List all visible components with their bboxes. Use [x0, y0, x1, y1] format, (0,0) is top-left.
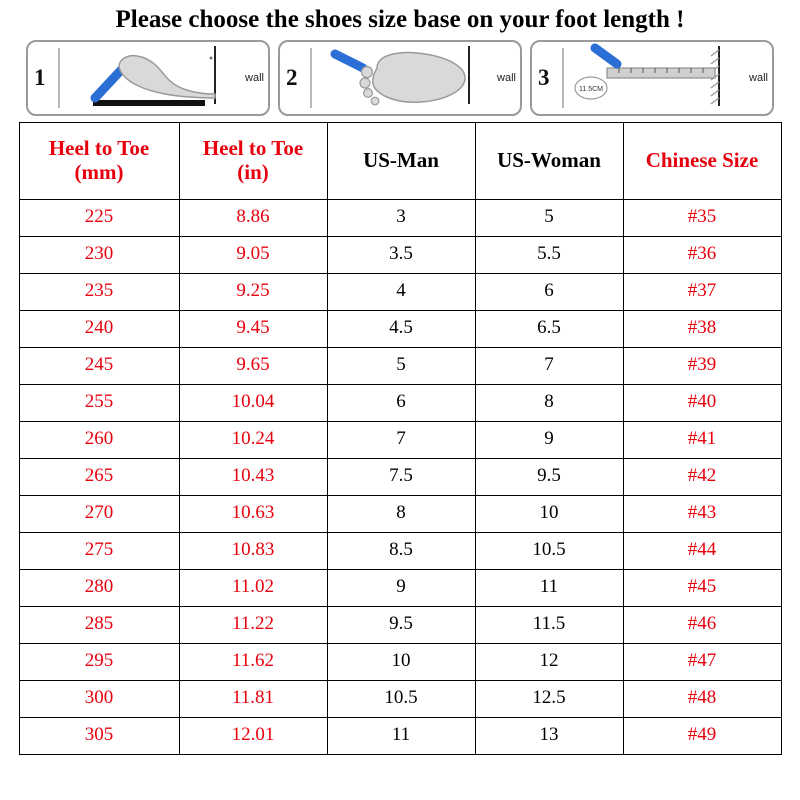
- table-row: [19, 273, 781, 310]
- table-row: [19, 384, 781, 421]
- cell-chinese: #41: [623, 421, 781, 458]
- cell-us-woman: 5.5: [475, 236, 623, 273]
- cell-in: 11.81: [179, 680, 327, 717]
- cell-mm: 230: [19, 236, 179, 273]
- cell-us-man: 9: [327, 569, 475, 606]
- cell-us-woman: 11.5: [475, 606, 623, 643]
- cell-us-woman: 13: [475, 717, 623, 754]
- table-row: [19, 643, 781, 680]
- cell-us-man: 4.5: [327, 310, 475, 347]
- foot-top-view-icon: [314, 42, 490, 114]
- cell-us-man: 8.5: [327, 532, 475, 569]
- cell-in: 9.65: [179, 347, 327, 384]
- cell-us-woman: 8: [475, 384, 623, 421]
- cell-mm: 300: [19, 680, 179, 717]
- cell-chinese: #37: [623, 273, 781, 310]
- size-table-body: [19, 199, 781, 754]
- cell-us-man: 10: [327, 643, 475, 680]
- step-2-number: 2: [286, 64, 298, 90]
- cell-us-woman: 11: [475, 569, 623, 606]
- table-row: [19, 236, 781, 273]
- step-1-divider: [58, 48, 60, 108]
- cell-in: 12.01: [179, 717, 327, 754]
- step-2: [278, 40, 522, 116]
- cell-mm: 265: [19, 458, 179, 495]
- measure-instructions: [0, 38, 800, 122]
- cell-chinese: #40: [623, 384, 781, 421]
- cell-us-man: 3: [327, 199, 475, 236]
- header-us-woman: US-Woman: [475, 122, 623, 199]
- header-line-1: Heel to Toe: [202, 136, 304, 161]
- step-1-number: 1: [34, 64, 46, 90]
- cell-us-man: 5: [327, 347, 475, 384]
- table-row: [19, 569, 781, 606]
- header-heel-to-toe-in: [179, 122, 327, 199]
- cell-in: 10.63: [179, 495, 327, 532]
- cell-in: 9.25: [179, 273, 327, 310]
- cell-chinese: #35: [623, 199, 781, 236]
- step-3-wall-label: wall: [749, 71, 768, 84]
- cell-in: 8.86: [179, 199, 327, 236]
- step-3-divider: [562, 48, 564, 108]
- header-chinese-size: Chinese Size: [623, 122, 781, 199]
- page-title: Please choose the shoes size base on your foot length !: [115, 6, 685, 33]
- cell-us-man: 8: [327, 495, 475, 532]
- cell-us-woman: 9.5: [475, 458, 623, 495]
- cell-mm: 235: [19, 273, 179, 310]
- cell-us-man: 7.5: [327, 458, 475, 495]
- cell-us-woman: 12: [475, 643, 623, 680]
- step-3-number: 3: [538, 64, 550, 90]
- table-row: [19, 495, 781, 532]
- cell-mm: 280: [19, 569, 179, 606]
- table-row: [19, 421, 781, 458]
- cell-mm: 255: [19, 384, 179, 421]
- cell-mm: 270: [19, 495, 179, 532]
- header-line-2: (in): [237, 159, 269, 184]
- cell-us-man: 3.5: [327, 236, 475, 273]
- size-table: [19, 122, 782, 755]
- cell-us-woman: 10: [475, 495, 623, 532]
- cell-mm: 295: [19, 643, 179, 680]
- cell-in: 10.04: [179, 384, 327, 421]
- cell-us-man: 6: [327, 384, 475, 421]
- step-1-wall-label: wall: [245, 71, 264, 84]
- cell-us-woman: 6: [475, 273, 623, 310]
- cell-in: 9.05: [179, 236, 327, 273]
- foot-side-view-icon: [62, 42, 238, 114]
- cell-mm: 240: [19, 310, 179, 347]
- cell-chinese: #39: [623, 347, 781, 384]
- cell-chinese: #36: [623, 236, 781, 273]
- cell-mm: 260: [19, 421, 179, 458]
- cell-us-man: 9.5: [327, 606, 475, 643]
- cell-us-woman: 6.5: [475, 310, 623, 347]
- cell-in: 11.22: [179, 606, 327, 643]
- header-heel-to-toe-mm: [19, 122, 179, 199]
- cell-in: 10.24: [179, 421, 327, 458]
- table-row: [19, 310, 781, 347]
- table-row: [19, 606, 781, 643]
- cell-chinese: #43: [623, 495, 781, 532]
- cell-chinese: #45: [623, 569, 781, 606]
- header-us-man: US-Man: [327, 122, 475, 199]
- cell-mm: 245: [19, 347, 179, 384]
- cell-in: 11.62: [179, 643, 327, 680]
- cell-chinese: #44: [623, 532, 781, 569]
- table-row: [19, 717, 781, 754]
- step-1: [26, 40, 270, 116]
- cell-in: 11.02: [179, 569, 327, 606]
- cell-us-woman: 10.5: [475, 532, 623, 569]
- cell-mm: 275: [19, 532, 179, 569]
- cell-us-man: 7: [327, 421, 475, 458]
- cell-chinese: #42: [623, 458, 781, 495]
- cell-chinese: #47: [623, 643, 781, 680]
- cell-mm: 305: [19, 717, 179, 754]
- step-2-wall-label: wall: [497, 71, 516, 84]
- table-header-row: [19, 122, 781, 199]
- cell-us-man: 4: [327, 273, 475, 310]
- cell-us-man: 11: [327, 717, 475, 754]
- cell-in: 9.45: [179, 310, 327, 347]
- cell-us-woman: 5: [475, 199, 623, 236]
- cell-mm: 225: [19, 199, 179, 236]
- ruler-measure-icon: [566, 42, 742, 114]
- cell-mm: 285: [19, 606, 179, 643]
- header-line-2: (mm): [74, 159, 124, 184]
- cell-us-woman: 12.5: [475, 680, 623, 717]
- table-row: [19, 347, 781, 384]
- cell-in: 10.43: [179, 458, 327, 495]
- cell-us-woman: 9: [475, 421, 623, 458]
- cell-us-man: 10.5: [327, 680, 475, 717]
- cell-in: 10.83: [179, 532, 327, 569]
- table-row: [19, 532, 781, 569]
- table-row: [19, 680, 781, 717]
- cell-chinese: #46: [623, 606, 781, 643]
- cell-chinese: #48: [623, 680, 781, 717]
- cell-chinese: #38: [623, 310, 781, 347]
- cell-us-woman: 7: [475, 347, 623, 384]
- table-row: [19, 199, 781, 236]
- measure-label: 11.5CM: [579, 85, 603, 93]
- step-3: [530, 40, 774, 116]
- cell-chinese: #49: [623, 717, 781, 754]
- table-row: [19, 458, 781, 495]
- header-line-1: Heel to Toe: [48, 136, 150, 161]
- step-2-divider: [310, 48, 312, 108]
